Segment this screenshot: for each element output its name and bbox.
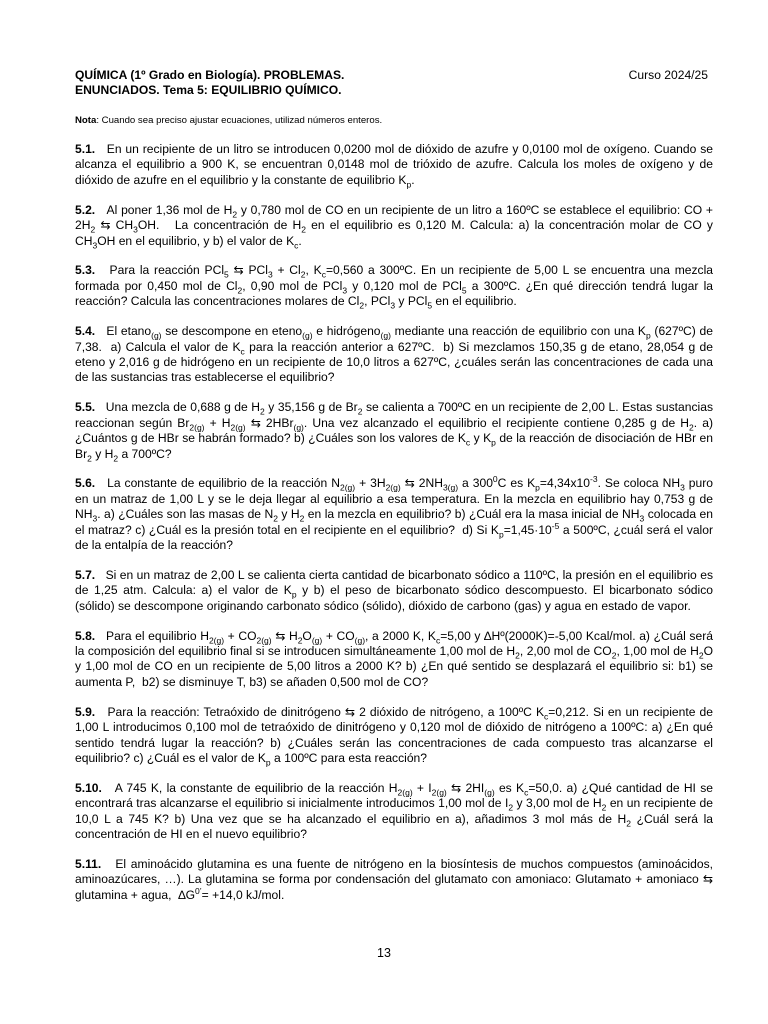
problem-item bbox=[75, 568, 713, 614]
note bbox=[75, 115, 713, 127]
problem-text: El aminoácido glutamina es una fuente de nitrógeno en la biosíntesis de muchos compuestos (aminoácidos, aminoazúcares, …). La glutamina se forma por condensación del glutamato con amoniaco: Glutamato + amoniaco ⇆ glutamina + agua, $\Delta G^{0’}= +14,0$ kJ/mol. bbox=[75, 857, 713, 902]
problem-text: La constante de equilibrio de la reacción $N_{2(g)} + 3H_{2(g)}$ ⇆ $2NH_{3(g)}$ a $300^0C$ es $K_p=4,34x10^{-3}$. Se coloca $NH_3$ puro en un matraz de 1,00 L y se le deja llegar al equilibrio a esa temperatura. En la mezcla en equilibrio hay 0,753 g de $NH_3$. a) ¿Cuáles son las masas de $N_2$ y $H_2$ en la mezcla en equilibrio? b) ¿Cuál era la masa inicial de $NH_3$ colocada en el matraz? c) ¿Cuál es la presión total en el recipiente en el equilibrio? d) Si $K_p=1,45\cdot 10^{-5}$ a 500ºC, ¿cuál será el valor de la entalpía de la reacción? bbox=[75, 474, 713, 553]
problem-number: 5.3. bbox=[75, 263, 96, 278]
problem-item bbox=[75, 203, 713, 249]
problem-item bbox=[75, 142, 713, 188]
problem-number: 5.10. bbox=[75, 780, 102, 795]
problem-text: Una mezcla de 0,688 g de $H_2$ y 35,156 g de $Br_2$ se calienta a 700ºC en un recipiente de 2,00 L. Estas sustancias reaccionan según $Br_{2(g)} + H_{2(g)}$ ⇆ 2HBr$_{(g)}$. Una vez alcanzado el equilibrio el recipiente contiene 0,285 g de $H_2$. a) ¿Cuántos g de HBr se habrán formado? b) ¿Cuáles son los valores de $K_c$ y $K_p$ de la reacción de disociación de HBr en $Br_2$ y $H_2$ a 700ºC? bbox=[75, 400, 714, 463]
problem-text: Al poner 1,36 mol de $H_2$ y 0,780 mol de CO en un recipiente de un litro a 160ºC se establece el equilibrio: CO + $2H_2$ ⇆ $CH_3OH$. La concentración de $H_2$ en el equilibrio es 0,120 M. Calcula: a) la concentración molar de CO y $CH_3OH$ en el equilibrio, y b) el valor de $K_c$. bbox=[75, 202, 713, 250]
course-year: Curso 2024/25 bbox=[628, 68, 708, 82]
problem-number: 5.11. bbox=[75, 857, 102, 872]
document-page bbox=[75, 68, 713, 903]
note-label: Nota bbox=[75, 115, 97, 126]
problem-number: 5.8. bbox=[75, 628, 96, 643]
problem-text: Si en un matraz de 2,00 L se calienta cierta cantidad de bicarbonato sódico a 110ºC, la presión en el equilibrio es de 1,25 atm. Calcula: a) el valor de $K_p$ y b) el peso de bicarbonato sódico descompuesto. El bicarbonato sódico (sólido) se descompone originando carbonato sódico (sólido), dióxido de carbono (gas) y agua en estado de vapor. bbox=[75, 567, 713, 613]
problem-list bbox=[75, 142, 713, 903]
problem-item bbox=[75, 857, 713, 903]
problem-item bbox=[75, 476, 713, 553]
problem-number: 5.9. bbox=[75, 704, 96, 719]
problem-number: 5.1. bbox=[75, 142, 96, 156]
problem-item bbox=[75, 781, 713, 843]
problem-item bbox=[75, 324, 713, 386]
header-title-line2: ENUNCIADOS. Tema 5: EQUILIBRIO QUÍMICO. bbox=[75, 82, 342, 97]
problem-number: 5.2. bbox=[75, 202, 96, 217]
problem-number: 5.4. bbox=[75, 324, 96, 339]
problem-item bbox=[75, 263, 713, 309]
problem-text: Para el equilibrio $H_{2(g)} + CO_{2(g)}$ ⇆ $H_2O_{(g)} + CO_{(g)}$, a 2000 K, $K_c=5,00$ y ∆Hº(2000K)=-5,00 Kcal/mol. a) ¿Cuál será la composición del equilibrio final si se introducen simultáneamente 1,00 mol de $H_2$, 2,00 mol de $CO_2$, 1,00 mol de $H_2O$ y 1,00 mol de CO en un recipiente de 5,00 litros a 2000 K? b) ¿En qué sentido se desplazará el equilibrio si: b1) se aumenta P, b2) se disminuye T, b3) se añaden 0,500 mol de CO? bbox=[75, 628, 713, 689]
header-title-line1: QUÍMICA (1º Grado en Biología). PROBLEMAS. bbox=[75, 68, 345, 82]
note-text: : Cuando sea preciso ajustar ecuaciones, utilizad números enteros. bbox=[96, 115, 383, 126]
problem-item bbox=[75, 629, 713, 691]
problem-text: El etano$_{(g)}$ se descompone en eteno$_{(g)}$ e hidrógeno$_{(g)}$ mediante una reacción de equilibrio con una $K_p$ (627ºC) de 7,38. a) Calcula el valor de $K_c$ para la reacción anterior a 627ºC. b) Si mezclamos 150,35 g de etano, 28,054 g de eteno y 2,016 g de hidrógeno en un recipiente de 10,0 litros a 627ºC, ¿cuáles serán las concentraciones de cada una de las sustancias tras establecerse el equilibrio? bbox=[75, 324, 713, 385]
page-number: 13 bbox=[377, 946, 391, 960]
problem-text: Para la reacción PCl$_5$ ⇆ $PCl_3 + Cl_2$, $K_c=0,560$ a 300ºC. En un recipiente de 5,00 L se encuentra una mezcla formada por 0,450 mol de $Cl_2$, 0,90 mol de PCl$_3$ y 0,120 mol de PCl$_5$ a 300ºC. ¿En qué dirección tendrá lugar la reacción? Calcula las concentraciones molares de $Cl_2$, PCl$_3$ y PCl$_5$ en el equilibrio. bbox=[75, 263, 714, 311]
problem-text: Para la reacción: Tetraóxido de dinitrógeno ⇆ 2 dióxido de nitrógeno, a 100ºC $K_c=0,212$. Si en un recipiente de 1,00 L introducimos 0,100 mol de tetraóxido de dinitrógeno y 0,120 mol de dióxido de nitrógeno a 100ºC: a) ¿En qué sentido tendrá lugar la reacción? b) ¿Cuáles serán las concentraciones de cada compuesto tras alcanzarse el equilibrio? c) ¿Cuál es el valor de $K_p$ a 100ºC para esta reacción? bbox=[75, 704, 713, 768]
problem-text: En un recipiente de un litro se introducen 0,0200 mol de dióxido de azufre y 0,0100 mol de oxígeno. Cuando se alcanza el equilibrio a 900 K, se encuentran 0,0148 mol de trióxido de azufre. Calcula los moles de oxígeno y de dióxido de azufre en el equilibrio y la constante de equilibrio $K_p$. bbox=[75, 142, 713, 190]
problem-item bbox=[75, 400, 713, 462]
problem-number: 5.7. bbox=[75, 567, 96, 582]
problem-text: A 745 K, la constante de equilibrio de la reacción $H_{2(g)} + I_{2(g)}$ ⇆ $2HI_{(g)}$ es $K_c=50,0$. a) ¿Qué cantidad de HI se encontrará tras alcanzarse el equilibrio si inicialmente introducimos 1,00 mol de $I_2$ y 3,00 mol de $H_2$ en un recipiente de 10,0 L a 745 K? b) Una vez que se ha alcanzado el equilibrio en a), añadimos 3 mol más de $H_2$ ¿Cuál será la concentración de HI en el nuevo equilibrio? bbox=[75, 780, 714, 842]
problem-number: 5.5. bbox=[75, 400, 96, 415]
problem-item bbox=[75, 705, 713, 767]
document-header bbox=[75, 68, 713, 97]
problem-number: 5.6. bbox=[75, 476, 96, 491]
